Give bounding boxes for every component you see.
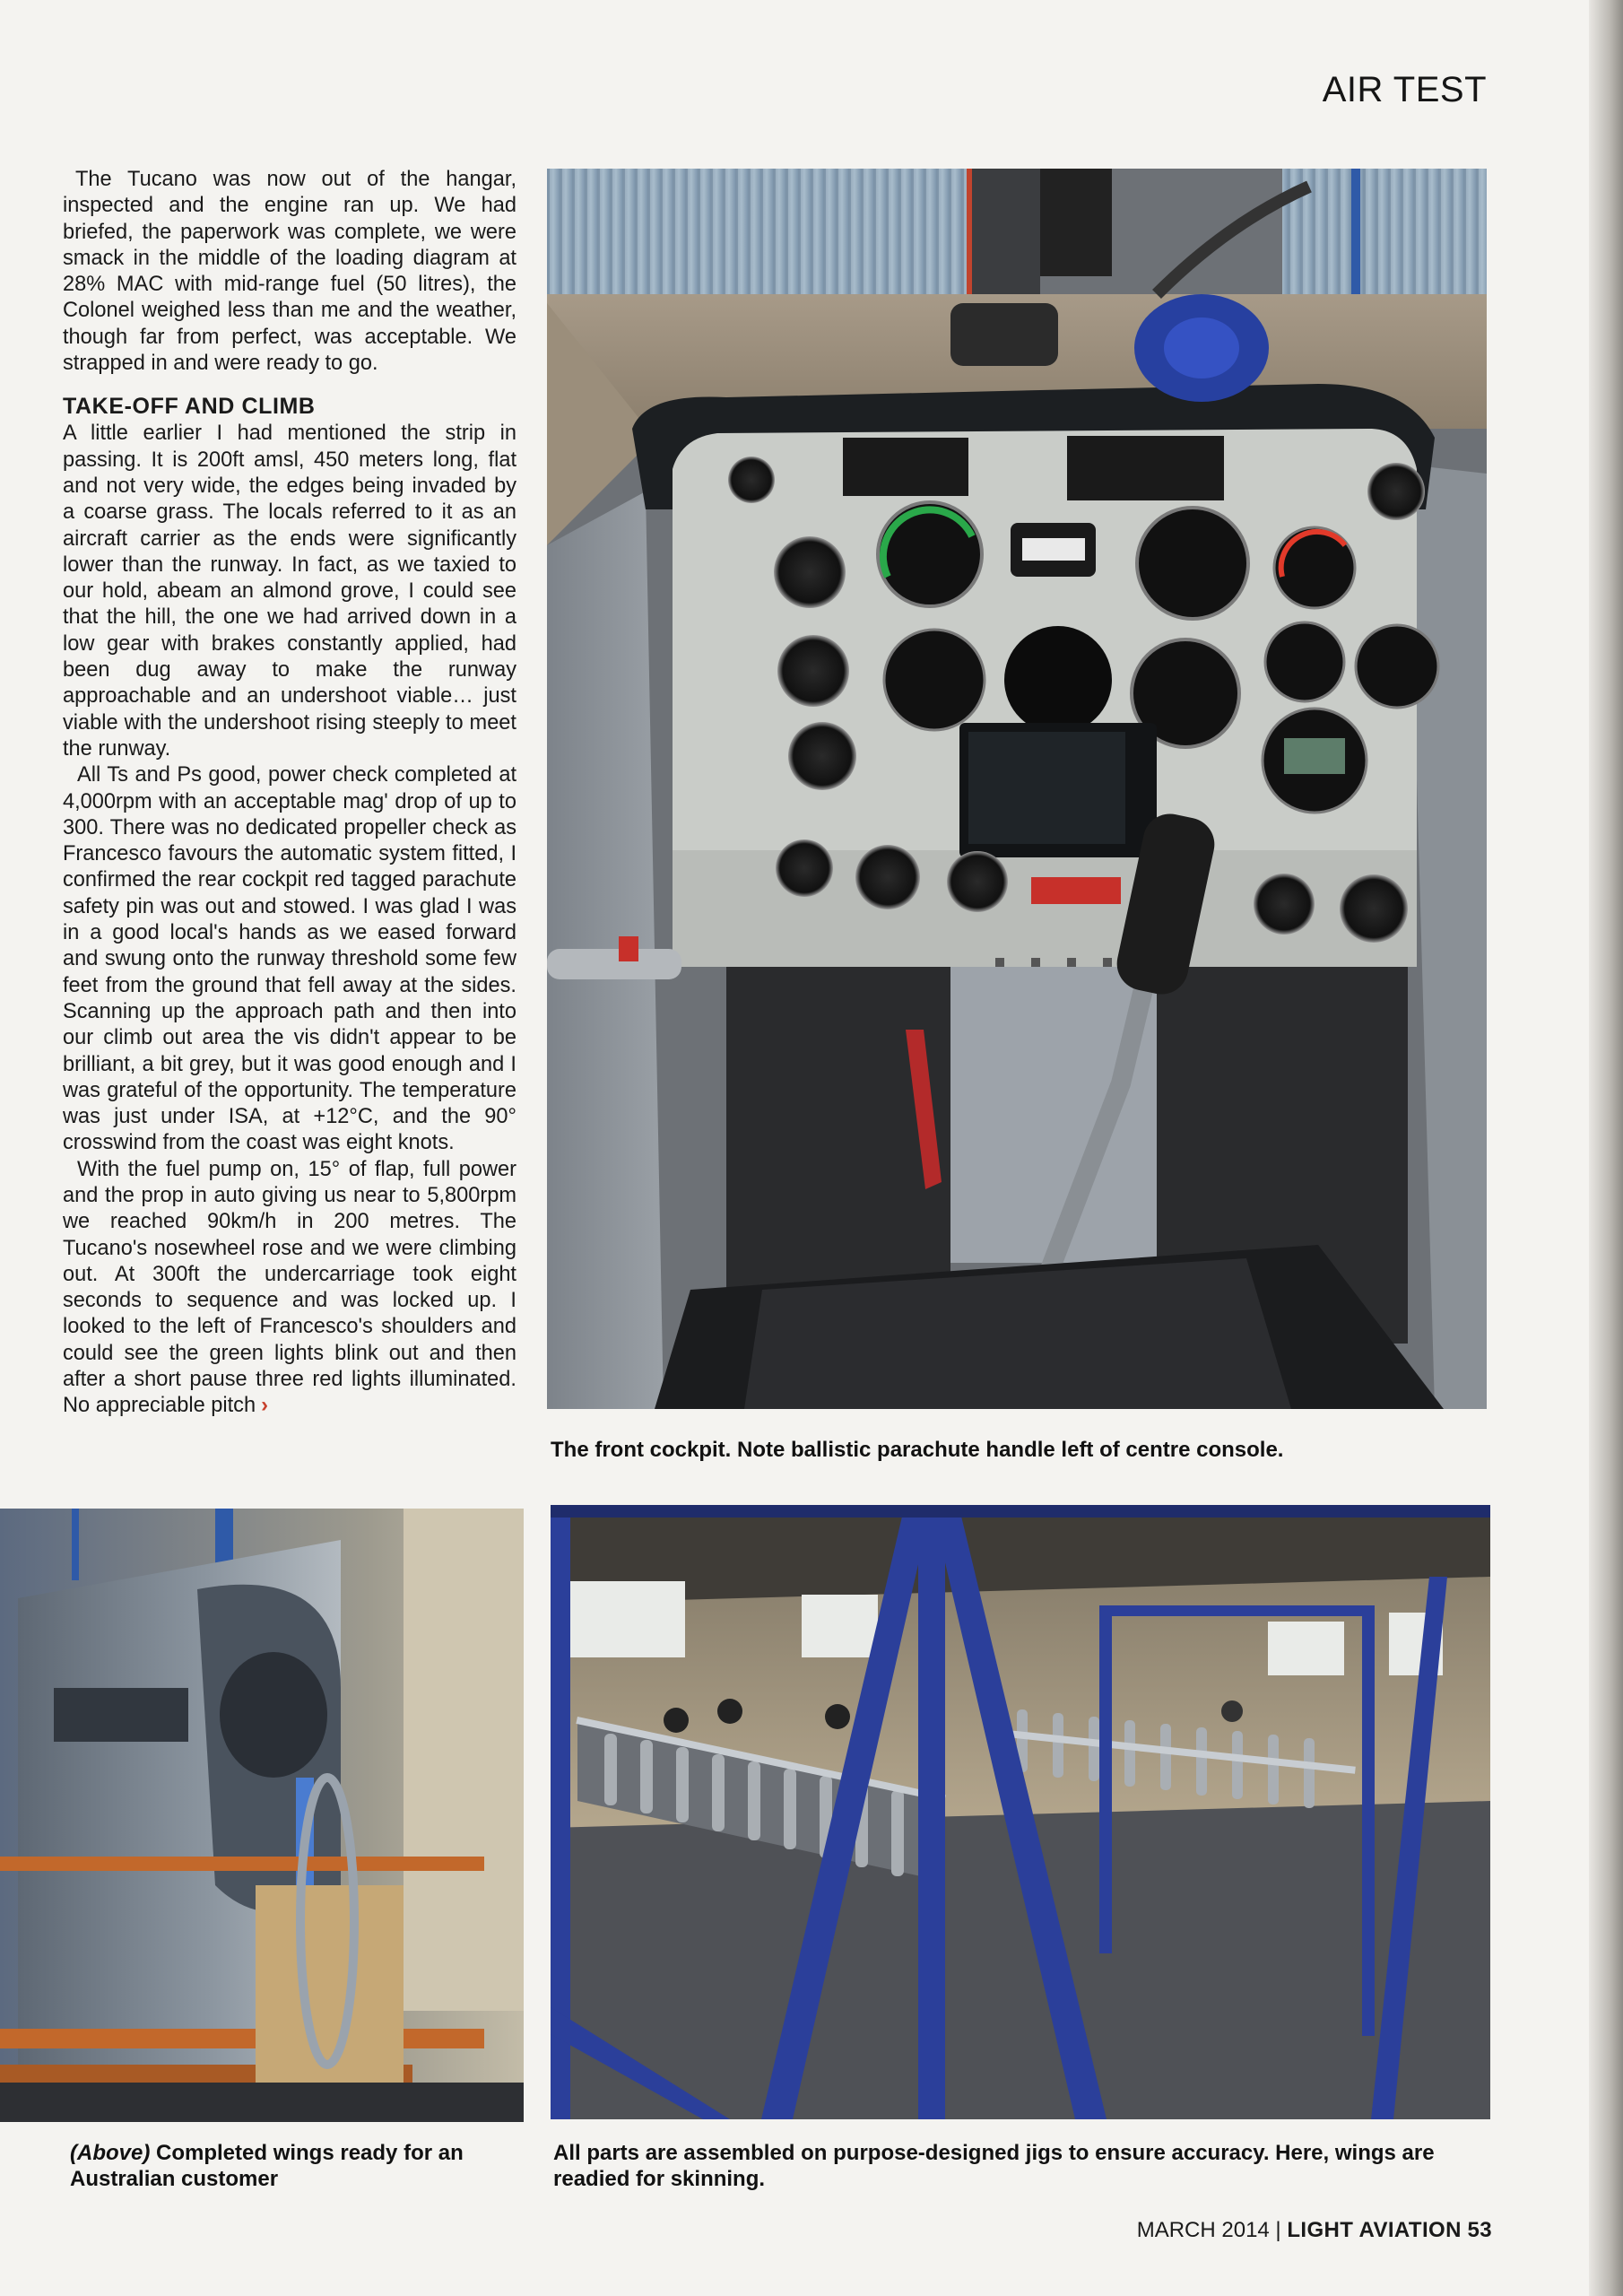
caption-text: Completed wings ready for an Australian customer xyxy=(70,2141,464,2191)
completed-wings-caption xyxy=(70,2140,509,2192)
article-paragraph xyxy=(63,1157,516,1420)
continue-arrow-icon: › xyxy=(261,1394,268,1418)
caption-above-marker: (Above) xyxy=(70,2141,151,2165)
footer-separator: | xyxy=(1269,2218,1288,2242)
cockpit-photo xyxy=(547,169,1487,1409)
article-paragraph: The Tucano was now out of the hangar, inspected and the engine ran up. We had briefed, the paperwork was complete, we were smack in the middle of the loading diagram at 28% MAC with mid-range fuel (50 litres), the Colonel weighed less than me and the weather, though far from perfect, was acceptable. We strapped in and were ready to go. xyxy=(63,168,516,376)
article-paragraph: All Ts and Ps good, power check completed at 4,000rpm with an acceptable mag' drop of up to 300. There was no dedicated propeller check as Francesco favours the automatic system fitted, I confirmed the rear cockpit red tagged parachute safety pin was out and stowed. I was glad I was in a good local's hands as we eased forward and swung onto the runway threshold some few feet from the ground that fell away at the sides. Scanning up the approach path and then into our climb out area the vis didn't appear to be brilliant, a bit grey, but it was good enough and I was grateful of the opportunity. The temperature was just under ISA, at +12°C, and the 90° crosswind from the coast was eight knots. xyxy=(63,763,516,1155)
wing-jigs-caption: All parts are assembled on purpose-designed jigs to ensure accuracy. Here, wings are readied for skinning. xyxy=(553,2141,1435,2191)
article-paragraph: A little earlier I had mentioned the strip in passing. It is 200ft amsl, 450 meters long, flat and not very wide, the edges being invaded by a coarse grass. The locals referred to it as an aircraft carrier as the ends were significantly lower than the runway. In fact, as we taxied to our hold, abeam an almond grove, I could see that the hill, the one we had arrived down in a low gear with brakes constantly applied, had been dug away to make the runway approachable and an undershoot viable… just viable with the undershoot rising steeply to meet the runway. xyxy=(63,422,516,761)
completed-wings-photo xyxy=(0,1509,524,2122)
issue-date: MARCH 2014 xyxy=(1136,2218,1270,2242)
article-body xyxy=(63,167,516,1472)
article-subheading: TAKE-OFF AND CLIMB xyxy=(63,394,316,420)
article-paragraph-text: With the fuel pump on, 15° of flap, full power and the prop in auto giving us near to 5,800rpm we reached 90km/h in 200 metres. The Tucano's nosewheel rose and we were climbing out. At 300ft the undercarriage took eight seconds to sequence and was locked up. I looked to the left of Francesco's shoulders and could see the green lights blink out and then after a short pause three red lights illuminated. No appreciable pitch xyxy=(63,1157,516,1418)
cockpit-caption: The front cockpit. Note ballistic parachute handle left of centre console. xyxy=(551,1438,1284,1462)
page-edge-shadow xyxy=(1589,0,1623,2296)
section-label: AIR TEST xyxy=(1322,70,1487,109)
page-footer xyxy=(1137,2218,1492,2243)
page-number: 53 xyxy=(1467,2218,1492,2242)
magazine-name: LIGHT AVIATION xyxy=(1287,2218,1462,2242)
wing-jigs-photo xyxy=(551,1505,1490,2119)
